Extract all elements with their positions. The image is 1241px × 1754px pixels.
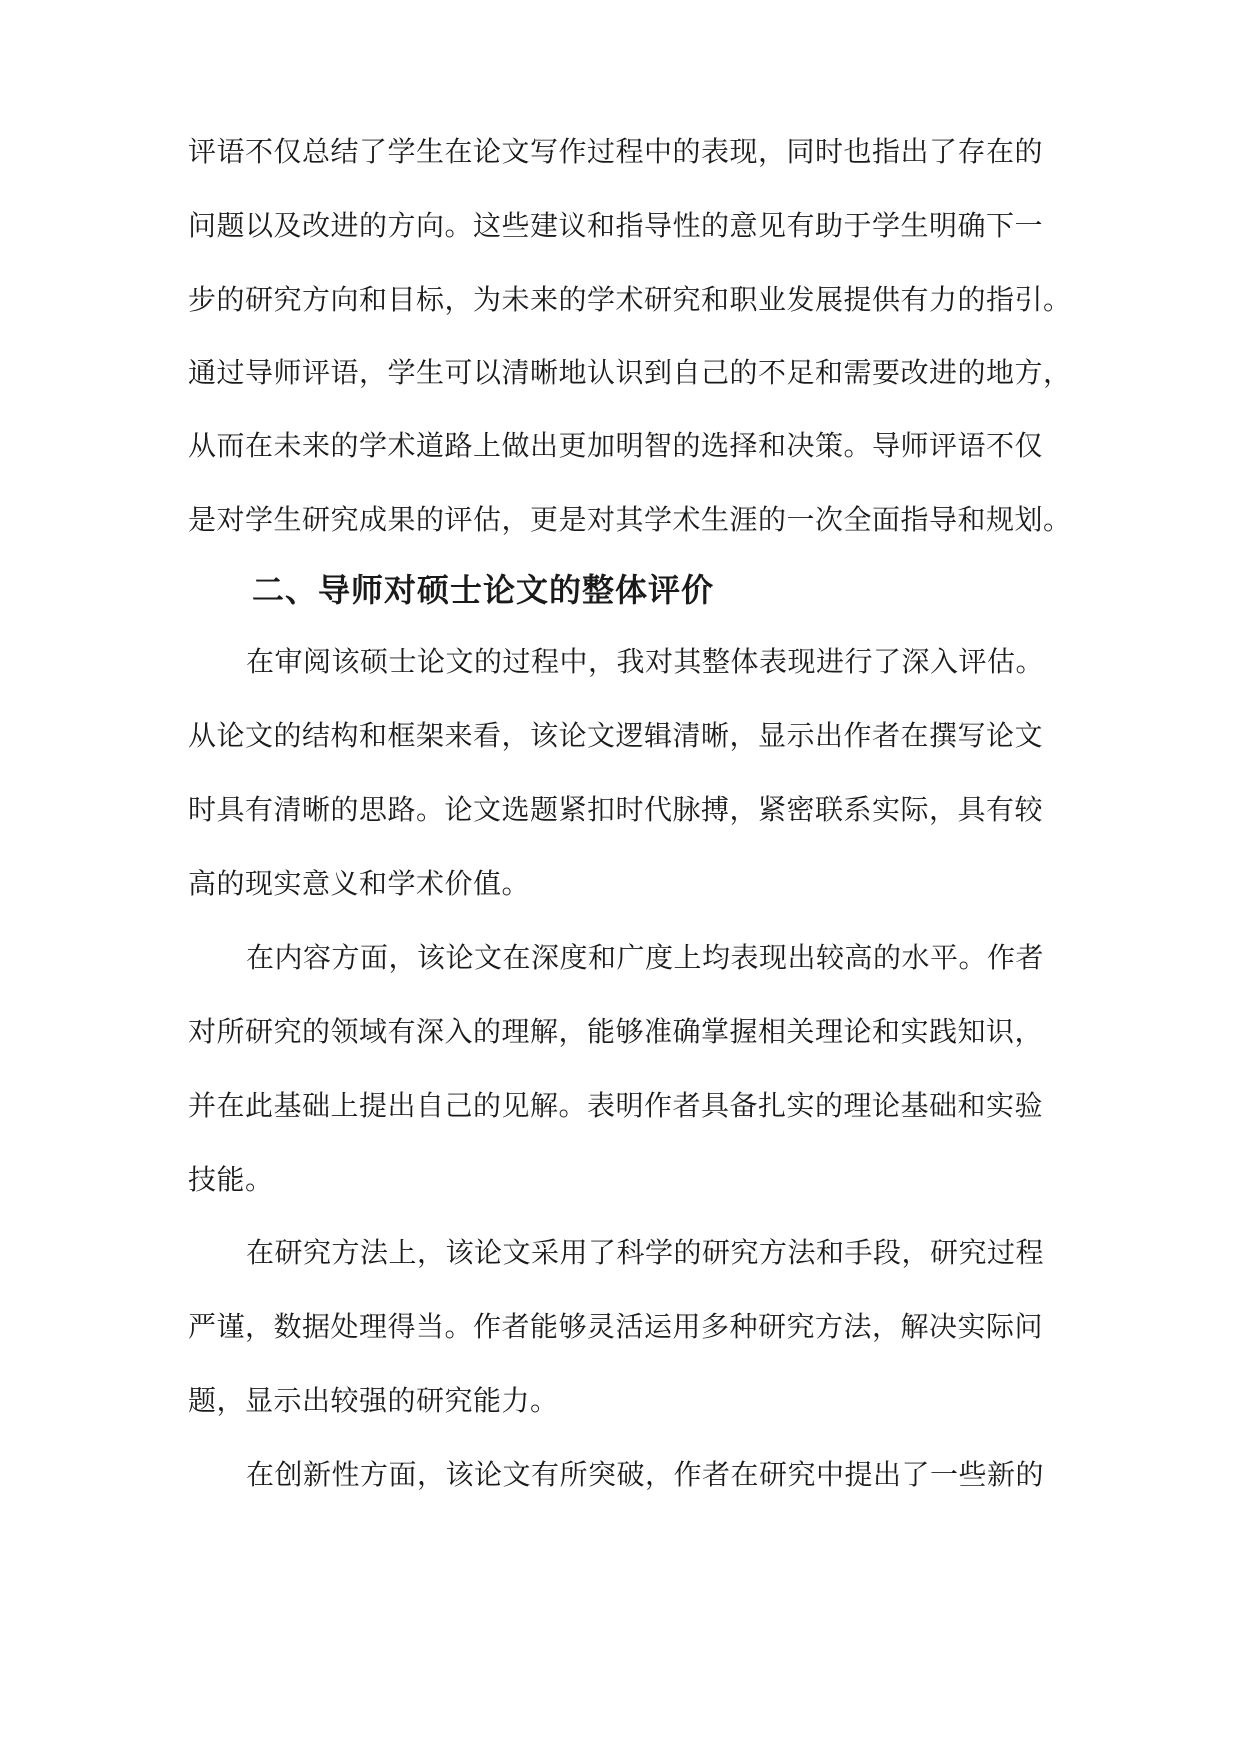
paragraph-1-line-3: 时具有清晰的思路。论文选题紧扣时代脉搏，紧密联系实际，具有较 [188, 793, 1044, 826]
paragraph-2-line-4: 技能。 [188, 1163, 274, 1196]
intro-line-4: 通过导师评语，学生可以清晰地认识到自己的不足和需要改进的地方， [188, 356, 1072, 389]
intro-line-5: 从而在未来的学术道路上做出更加明智的选择和决策。导师评语不仅 [188, 429, 1044, 462]
paragraph-1-line-1: 在审阅该硕士论文的过程中，我对其整体表现进行了深入评估。 [246, 645, 1045, 678]
paragraph-3-line-3: 题，显示出较强的研究能力。 [188, 1384, 559, 1417]
paragraph-2-line-2: 对所研究的领域有深入的理解，能够准确掌握相关理论和实践知识， [188, 1015, 1044, 1048]
intro-line-6: 是对学生研究成果的评估，更是对其学术生涯的一次全面指导和规划。 [188, 503, 1072, 536]
paragraph-3-line-2: 严谨，数据处理得当。作者能够灵活运用多种研究方法，解决实际问 [188, 1310, 1044, 1343]
paragraph-4-line-1: 在创新性方面，该论文有所突破，作者在研究中提出了一些新的 [246, 1458, 1045, 1491]
paragraph-3-line-1: 在研究方法上，该论文采用了科学的研究方法和手段，研究过程 [246, 1236, 1045, 1269]
paragraph-1-line-4: 高的现实意义和学术价值。 [188, 867, 531, 900]
paragraph-1-line-2: 从论文的结构和框架来看，该论文逻辑清晰，显示出作者在撰写论文 [188, 719, 1044, 752]
intro-line-1: 评语不仅总结了学生在论文写作过程中的表现，同时也指出了存在的 [188, 135, 1044, 168]
section-heading: 二、导师对硕士论文的整体评价 [252, 571, 715, 609]
intro-line-3: 步的研究方向和目标，为未来的学术研究和职业发展提供有力的指引。 [188, 283, 1072, 316]
paragraph-2-line-3: 并在此基础上提出自己的见解。表明作者具备扎实的理论基础和实验 [188, 1089, 1044, 1122]
intro-line-2: 问题以及改进的方向。这些建议和指导性的意见有助于学生明确下一 [188, 209, 1044, 242]
paragraph-2-line-1: 在内容方面，该论文在深度和广度上均表现出较高的水平。作者 [246, 941, 1045, 974]
